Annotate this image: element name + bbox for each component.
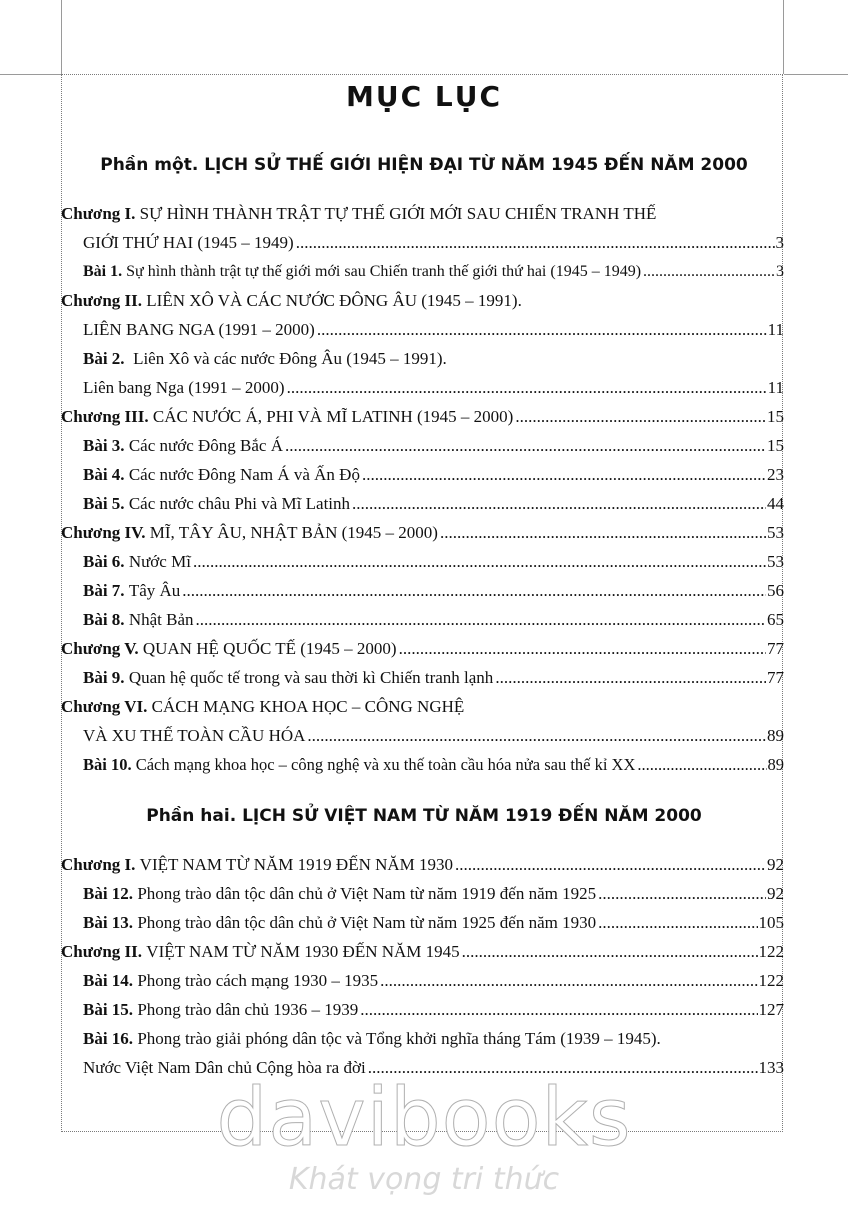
toc-row[interactable] [61,576,784,605]
toc-row[interactable] [61,605,784,634]
toc-row[interactable] [61,228,784,257]
toc-text: Phong trào dân chủ 1936 – 1939 [137,1000,359,1019]
toc-label: Bài 7. [83,581,125,600]
toc-page-number: 92 [767,855,784,874]
toc-text: Các nước Đông Bắc Á [128,436,283,455]
dot-leader [287,373,767,402]
toc-label: Chương I. [61,204,136,223]
part-one-heading: Phần một. LỊCH SỬ THẾ GIỚI HIỆN ĐẠI TỪ NĂM 1945 ĐẾN NĂM 2000 [100,155,748,175]
toc-page-number: 15 [767,407,784,426]
toc-text: Phong trào giải phóng dân tộc và Tổng khởi nghĩa tháng Tám (1939 – 1945). [137,1029,661,1048]
toc-page-number: 56 [767,581,784,600]
toc-page-number: 89 [767,726,784,745]
toc-row[interactable] [61,750,784,779]
toc-text: Sự hình thành trật tự thế giới mới sau Chiến tranh thế giới thứ hai (1945 – 1949) [126,263,642,280]
toc-page-number: 11 [767,320,784,339]
page-title: MỤC LỤC [345,80,503,113]
toc-label: Bài 2. [83,349,125,368]
toc-label: Bài 8. [83,610,125,629]
toc-text: Các nước châu Phi và Mĩ Latinh [128,494,351,513]
toc-label: Bài 9. [83,668,125,687]
dot-leader [455,850,766,879]
toc-row[interactable] [61,373,784,402]
toc-row[interactable] [61,850,784,879]
toc-text: VIỆT NAM TỪ NĂM 1919 ĐẾN NĂM 1930 [139,855,454,874]
dot-leader [317,315,767,344]
toc-label: Bài 6. [83,552,125,571]
dot-leader [598,908,757,937]
toc-text: Nhật Bản [128,610,194,629]
toc-label: Bài 5. [83,494,125,513]
watermark-slogan: Khát vọng tri thức [288,1162,560,1197]
toc-page-number: 53 [767,552,784,571]
toc-label: Bài 12. [83,884,134,903]
toc-text: MĨ, TÂY ÂU, NHẬT BẢN (1945 – 2000) [149,523,438,542]
toc-text: Phong trào dân tộc dân chủ ở Việt Nam từ năm 1925 đến năm 1930 [137,913,597,932]
crop-line-left-vertical [61,0,62,74]
toc-page-number: 92 [767,884,784,903]
toc-row [61,286,784,315]
dot-leader [462,937,758,966]
toc-page-number: 127 [758,1000,784,1019]
part-two-heading: Phần hai. LỊCH SỬ VIỆT NAM TỪ NĂM 1919 ĐẾN NĂM 2000 [146,806,702,826]
toc-page-number: 23 [767,465,784,484]
toc-row[interactable] [61,879,784,908]
dot-leader [399,634,766,663]
dot-leader [182,576,766,605]
toc-text: Phong trào dân tộc dân chủ ở Việt Nam từ năm 1919 đến năm 1925 [137,884,597,903]
toc-page-number: 77 [767,639,784,658]
toc-label: Bài 3. [83,436,125,455]
toc-text: VÀ XU THẾ TOÀN CẦU HÓA [83,726,306,745]
toc-text: SỰ HÌNH THÀNH TRẬT TỰ THẾ GIỚI MỚI SAU CHIẾN TRANH THẾ [139,204,657,223]
toc-text: Nước Việt Nam Dân chủ Cộng hòa ra đời [83,1058,366,1077]
toc-label: Chương II. [61,291,143,310]
toc-text: CÁCH MẠNG KHOA HỌC – CÔNG NGHỆ [151,697,465,716]
dot-leader [380,966,757,995]
toc-page-number: 3 [775,233,784,252]
toc-part-two [61,850,784,1082]
dot-leader [440,518,766,547]
toc-text: Quan hệ quốc tế trong và sau thời kì Chiến tranh lạnh [128,668,494,687]
dot-leader [307,721,766,750]
toc-text: Tây Âu [128,581,181,600]
toc-text: Liên bang Nga (1991 – 2000) [83,378,285,397]
toc-label: Chương II. [61,942,143,961]
toc-label: Bài 14. [83,971,134,990]
toc-text: Nước Mĩ [128,552,191,571]
toc-part-one [61,199,784,779]
toc-label: Chương III. [61,407,149,426]
toc-label: Bài 10. [83,755,132,774]
toc-text: CÁC NƯỚC Á, PHI VÀ MĨ LATINH (1945 – 2000) [152,407,514,426]
toc-page-number: 3 [776,263,784,280]
toc-page-number: 133 [758,1058,784,1077]
toc-text: LIÊN XÔ VÀ CÁC NƯỚC ĐÔNG ÂU (1945 – 1991). [146,291,522,310]
dot-leader [362,460,766,489]
toc-text: Liên Xô và các nước Đông Âu (1945 – 1991). [133,349,447,368]
toc-text: Các nước Đông Nam Á và Ấn Độ [128,465,360,484]
toc-row[interactable] [61,966,784,995]
dot-leader [598,879,766,908]
toc-label: Bài 13. [83,913,134,932]
toc-page-number: 44 [767,494,784,513]
toc-page-number: 89 [767,755,784,774]
toc-row[interactable] [61,257,784,286]
toc-row[interactable] [61,547,784,576]
toc-page-number: 77 [767,668,784,687]
dot-leader [285,431,766,460]
toc-row[interactable] [61,402,784,431]
toc-row [61,199,784,228]
crop-line-right-horizontal [784,74,848,75]
toc-text: GIỚI THỨ HAI (1945 – 1949) [83,233,294,252]
toc-page-number: 122 [758,971,784,990]
toc-label: Chương IV. [61,523,146,542]
toc-label: Chương I. [61,855,136,874]
toc-page-number: 11 [767,378,784,397]
dot-leader [196,605,767,634]
watermark-brand: davibooks [216,1071,632,1164]
toc-row[interactable] [61,937,784,966]
dot-leader [643,257,775,286]
dot-leader [352,489,766,518]
toc-row [61,692,784,721]
toc-text: Cách mạng khoa học – công nghệ và xu thế toàn cầu hóa nửa sau thế kỉ XX [135,755,636,774]
toc-row[interactable] [61,663,784,692]
toc-row[interactable] [61,431,784,460]
toc-label: Chương V. [61,639,139,658]
toc-page-number: 105 [758,913,784,932]
toc-row [61,344,784,373]
toc-label: Bài 1. [83,263,123,280]
toc-page-number: 122 [758,942,784,961]
toc-label: Bài 15. [83,1000,134,1019]
toc-row[interactable] [61,634,784,663]
dot-leader [296,228,775,257]
dot-leader [360,995,757,1024]
toc-page-number: 65 [767,610,784,629]
dot-leader [637,750,766,779]
toc-text: LIÊN BANG NGA (1991 – 2000) [83,320,315,339]
toc-label: Bài 16. [83,1029,134,1048]
toc-text: Phong trào cách mạng 1930 – 1935 [137,971,379,990]
toc-row[interactable] [61,518,784,547]
dot-leader [495,663,766,692]
toc-row[interactable] [61,995,784,1024]
crop-line-right-vertical [783,0,784,74]
toc-row[interactable] [61,908,784,937]
crop-line-left-horizontal [0,74,61,75]
toc-row[interactable] [61,460,784,489]
toc-row[interactable] [61,489,784,518]
toc-page-number: 53 [767,523,784,542]
dot-leader [193,547,766,576]
toc-label: Chương VI. [61,697,148,716]
dot-leader [515,402,766,431]
toc-row[interactable] [61,315,784,344]
toc-page-number: 15 [767,436,784,455]
toc-text: QUAN HỆ QUỐC TẾ (1945 – 2000) [142,639,397,658]
toc-row[interactable] [61,721,784,750]
toc-row [61,1024,784,1053]
toc-label: Bài 4. [83,465,125,484]
toc-text: VIỆT NAM TỪ NĂM 1930 ĐẾN NĂM 1945 [146,942,460,961]
